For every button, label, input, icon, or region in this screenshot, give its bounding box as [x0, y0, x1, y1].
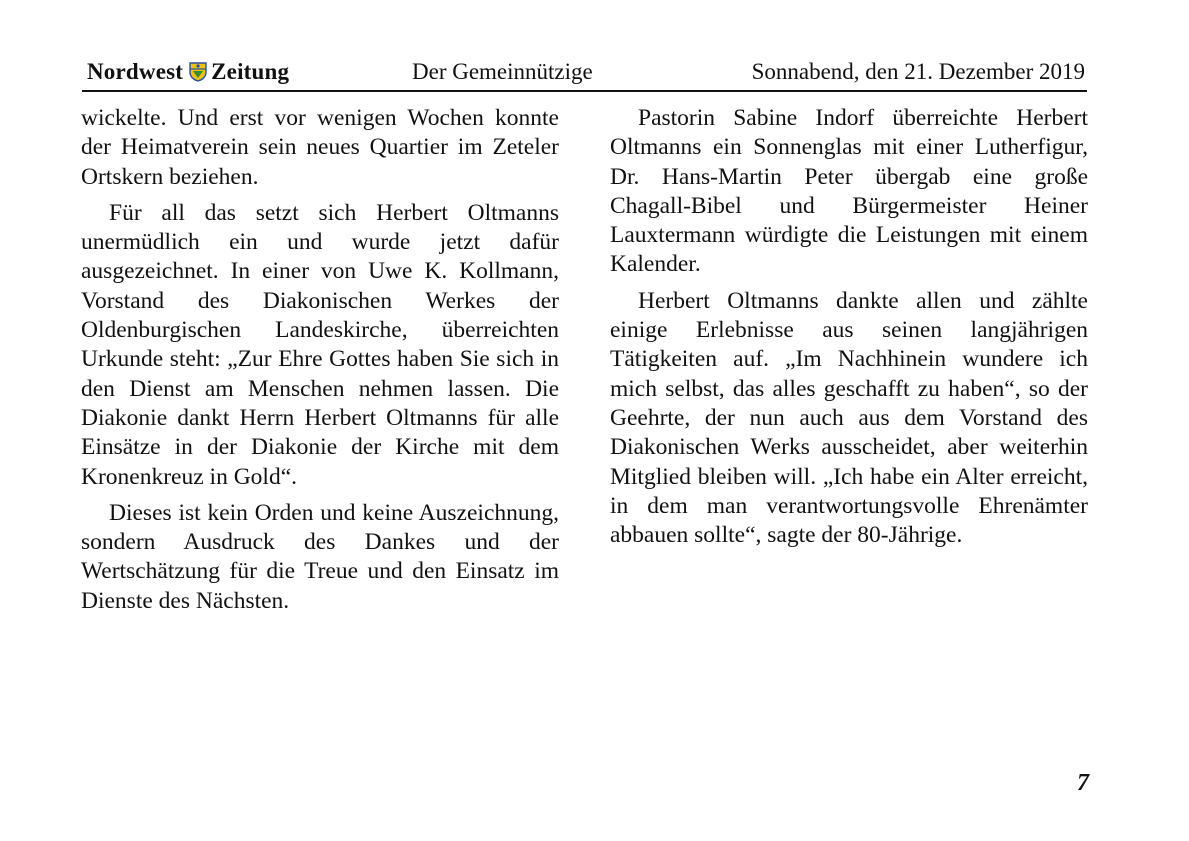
- brand-name-left: Nordwest: [87, 59, 184, 84]
- section-title: Der Gemeinnützige: [412, 59, 593, 84]
- page-header: [82, 56, 1087, 92]
- paragraph: Dieses ist kein Orden und keine Auszeichnung, sondern Ausdruck des Dankes und der Wertschätzung für die Treue und den Einsatz im Dienste des Nächsten.: [81, 499, 559, 614]
- page-number: 7: [1077, 770, 1089, 796]
- issue-date: Sonnabend, den 21. Dezember 2019: [751, 59, 1085, 84]
- article-column-right: [610, 104, 1088, 557]
- newspaper-brand: [87, 59, 289, 85]
- coat-of-arms-icon: [189, 62, 207, 82]
- paragraph: Herbert Oltmanns dankte allen und zählte einige Erlebnisse aus seinen langjährigen Tätigkeiten auf. „Im Nachhinein wundere ich mich selbst, das alles geschafft zu haben“, so der Geehrte, der nun auch aus dem Vorstand des Diakonischen Werks ausscheidet, aber weiterhin Mitglied bleiben will. „Ich habe ein Alter erreicht, in dem man verantwortungsvolle Ehrenämter abbauen sollte“, sagte der 80-Jährige.: [610, 287, 1088, 549]
- article-column-left: [81, 104, 559, 623]
- paragraph: Pastorin Sabine Indorf überreichte Herbert Oltmanns ein Sonnenglas mit einer Lutherfigur, Dr. Hans-Martin Peter übergab eine große Chagall-Bibel und Bürgermeister Heiner Lauxtermann würdigte die Leistungen mit einem Kalender.: [610, 105, 1088, 278]
- brand-name-right: Zeitung: [211, 59, 290, 84]
- paragraph: wickelte. Und erst vor wenigen Wochen konnte der Heimatverein sein neues Quartier im Zeteler Ortskern beziehen.: [81, 105, 559, 190]
- paragraph: Für all das setzt sich Herbert Oltmanns unermüdlich ein und wurde jetzt dafür ausgezeichnet. In einer von Uwe K. Kollmann, Vorstand des Diakonischen Werkes der Oldenburgischen Landeskirche, überreichten Urkunde steht: „Zur Ehre Gottes haben Sie sich in den Dienst am Menschen nehmen lassen. Die Diakonie dankt Herrn Herbert Oltmanns für alle Einsätze in der Diakonie der Kirche mit dem Kronenkreuz in Gold“.: [81, 199, 559, 490]
